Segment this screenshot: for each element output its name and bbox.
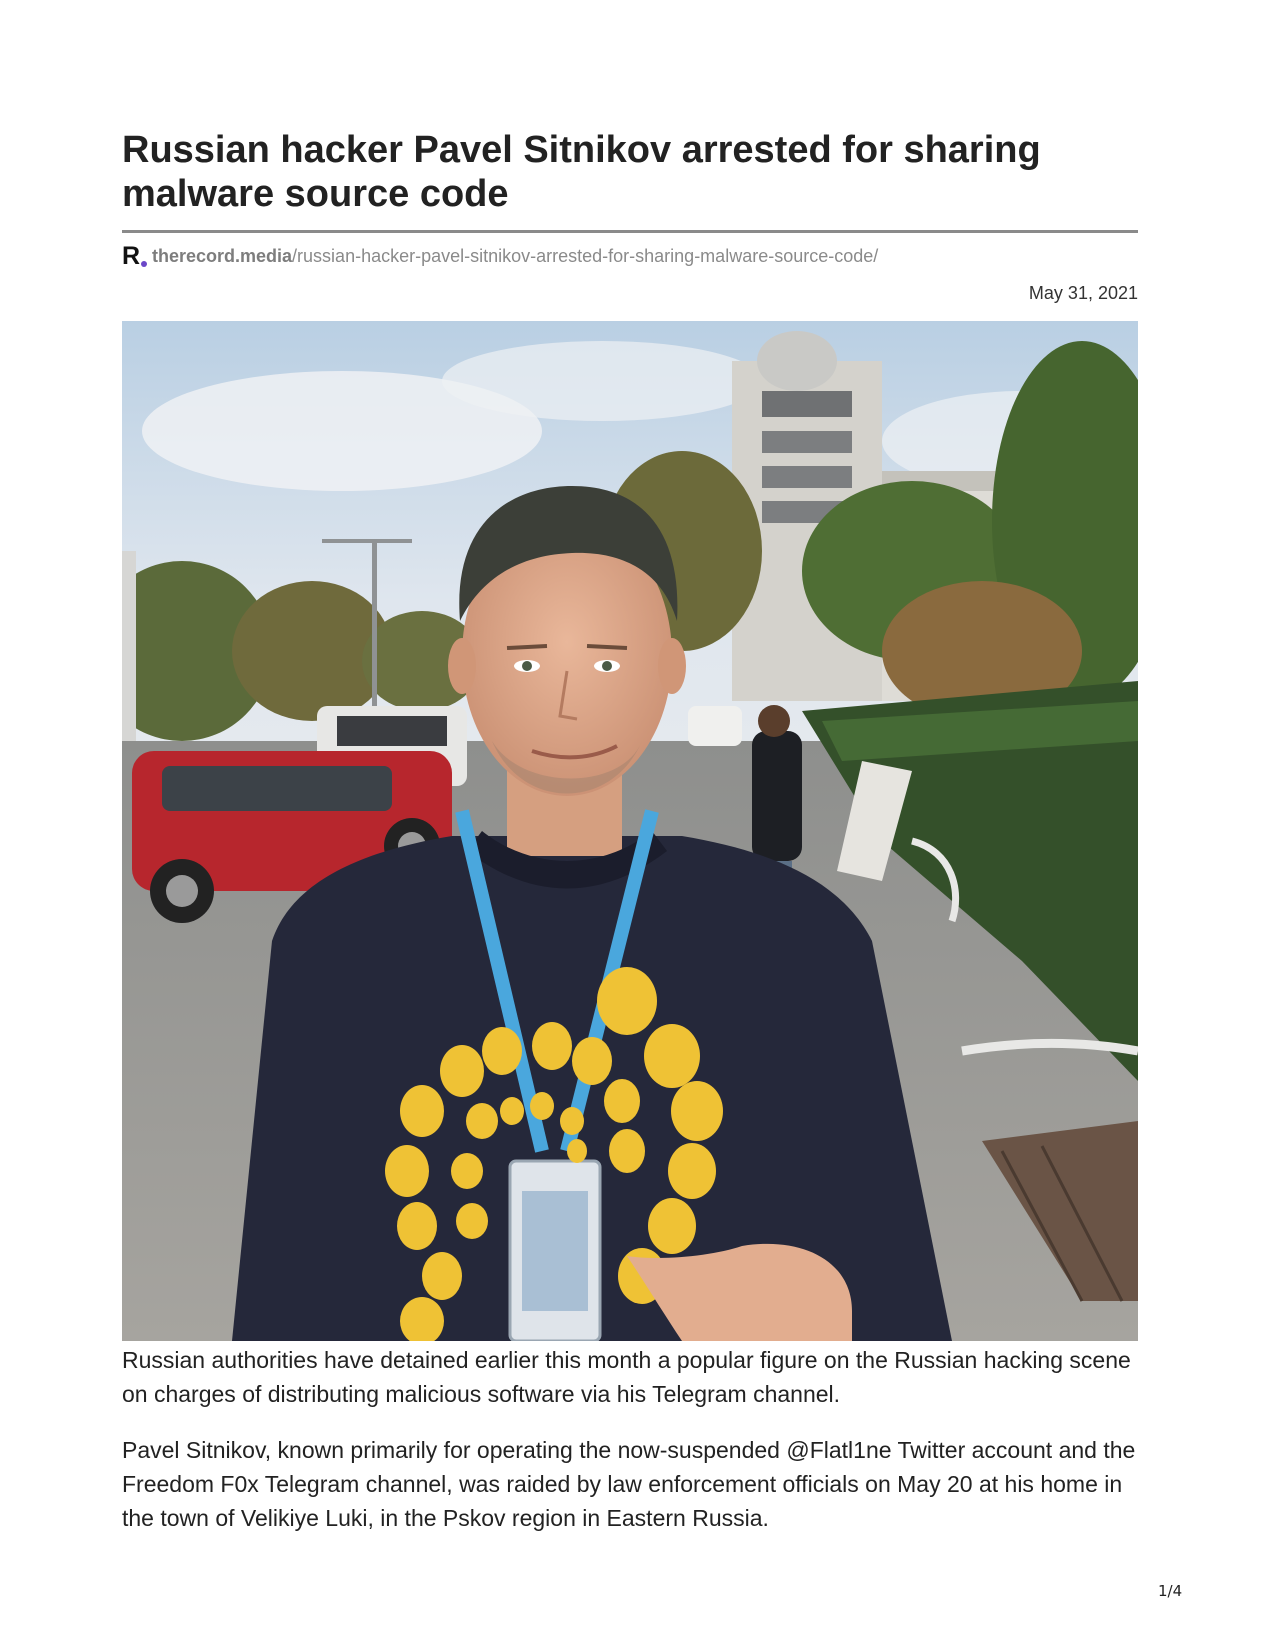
source-url-link[interactable] xyxy=(152,246,878,267)
article-title: Russian hacker Pavel Sitnikov arrested for sharing malware source code xyxy=(122,129,1041,215)
logo-dot xyxy=(141,261,147,267)
publish-date: May 31, 2021 xyxy=(1028,283,1138,303)
article-photo xyxy=(122,321,1138,1341)
page-number: 1/4 xyxy=(1158,1582,1183,1600)
article xyxy=(122,128,1138,1535)
photo-illustration xyxy=(122,321,1138,1341)
logo-letter: R xyxy=(122,242,141,270)
article-paragraph-1: Russian authorities have detained earlier this month a popular figure on the Russian hacking scene on charges of distributing malicious software via his Telegram channel. xyxy=(122,1347,1131,1407)
article-paragraph-2: Pavel Sitnikov, known primarily for operating the now-suspended @Flatl1ne Twitter account and the Freedom F0x Telegram channel, was raided by law enforcement officials on May 20 at his home in the town of Velikiye Luki, in the Pskov region in Eastern Russia. xyxy=(122,1437,1136,1531)
source-line xyxy=(122,243,1138,269)
source-path: /russian-hacker-pavel-sitnikov-arrested-for-sharing-malware-source-code/ xyxy=(292,245,879,266)
the-record-logo-icon xyxy=(122,244,148,268)
title-divider xyxy=(122,230,1138,233)
source-domain: therecord.media xyxy=(152,245,293,266)
